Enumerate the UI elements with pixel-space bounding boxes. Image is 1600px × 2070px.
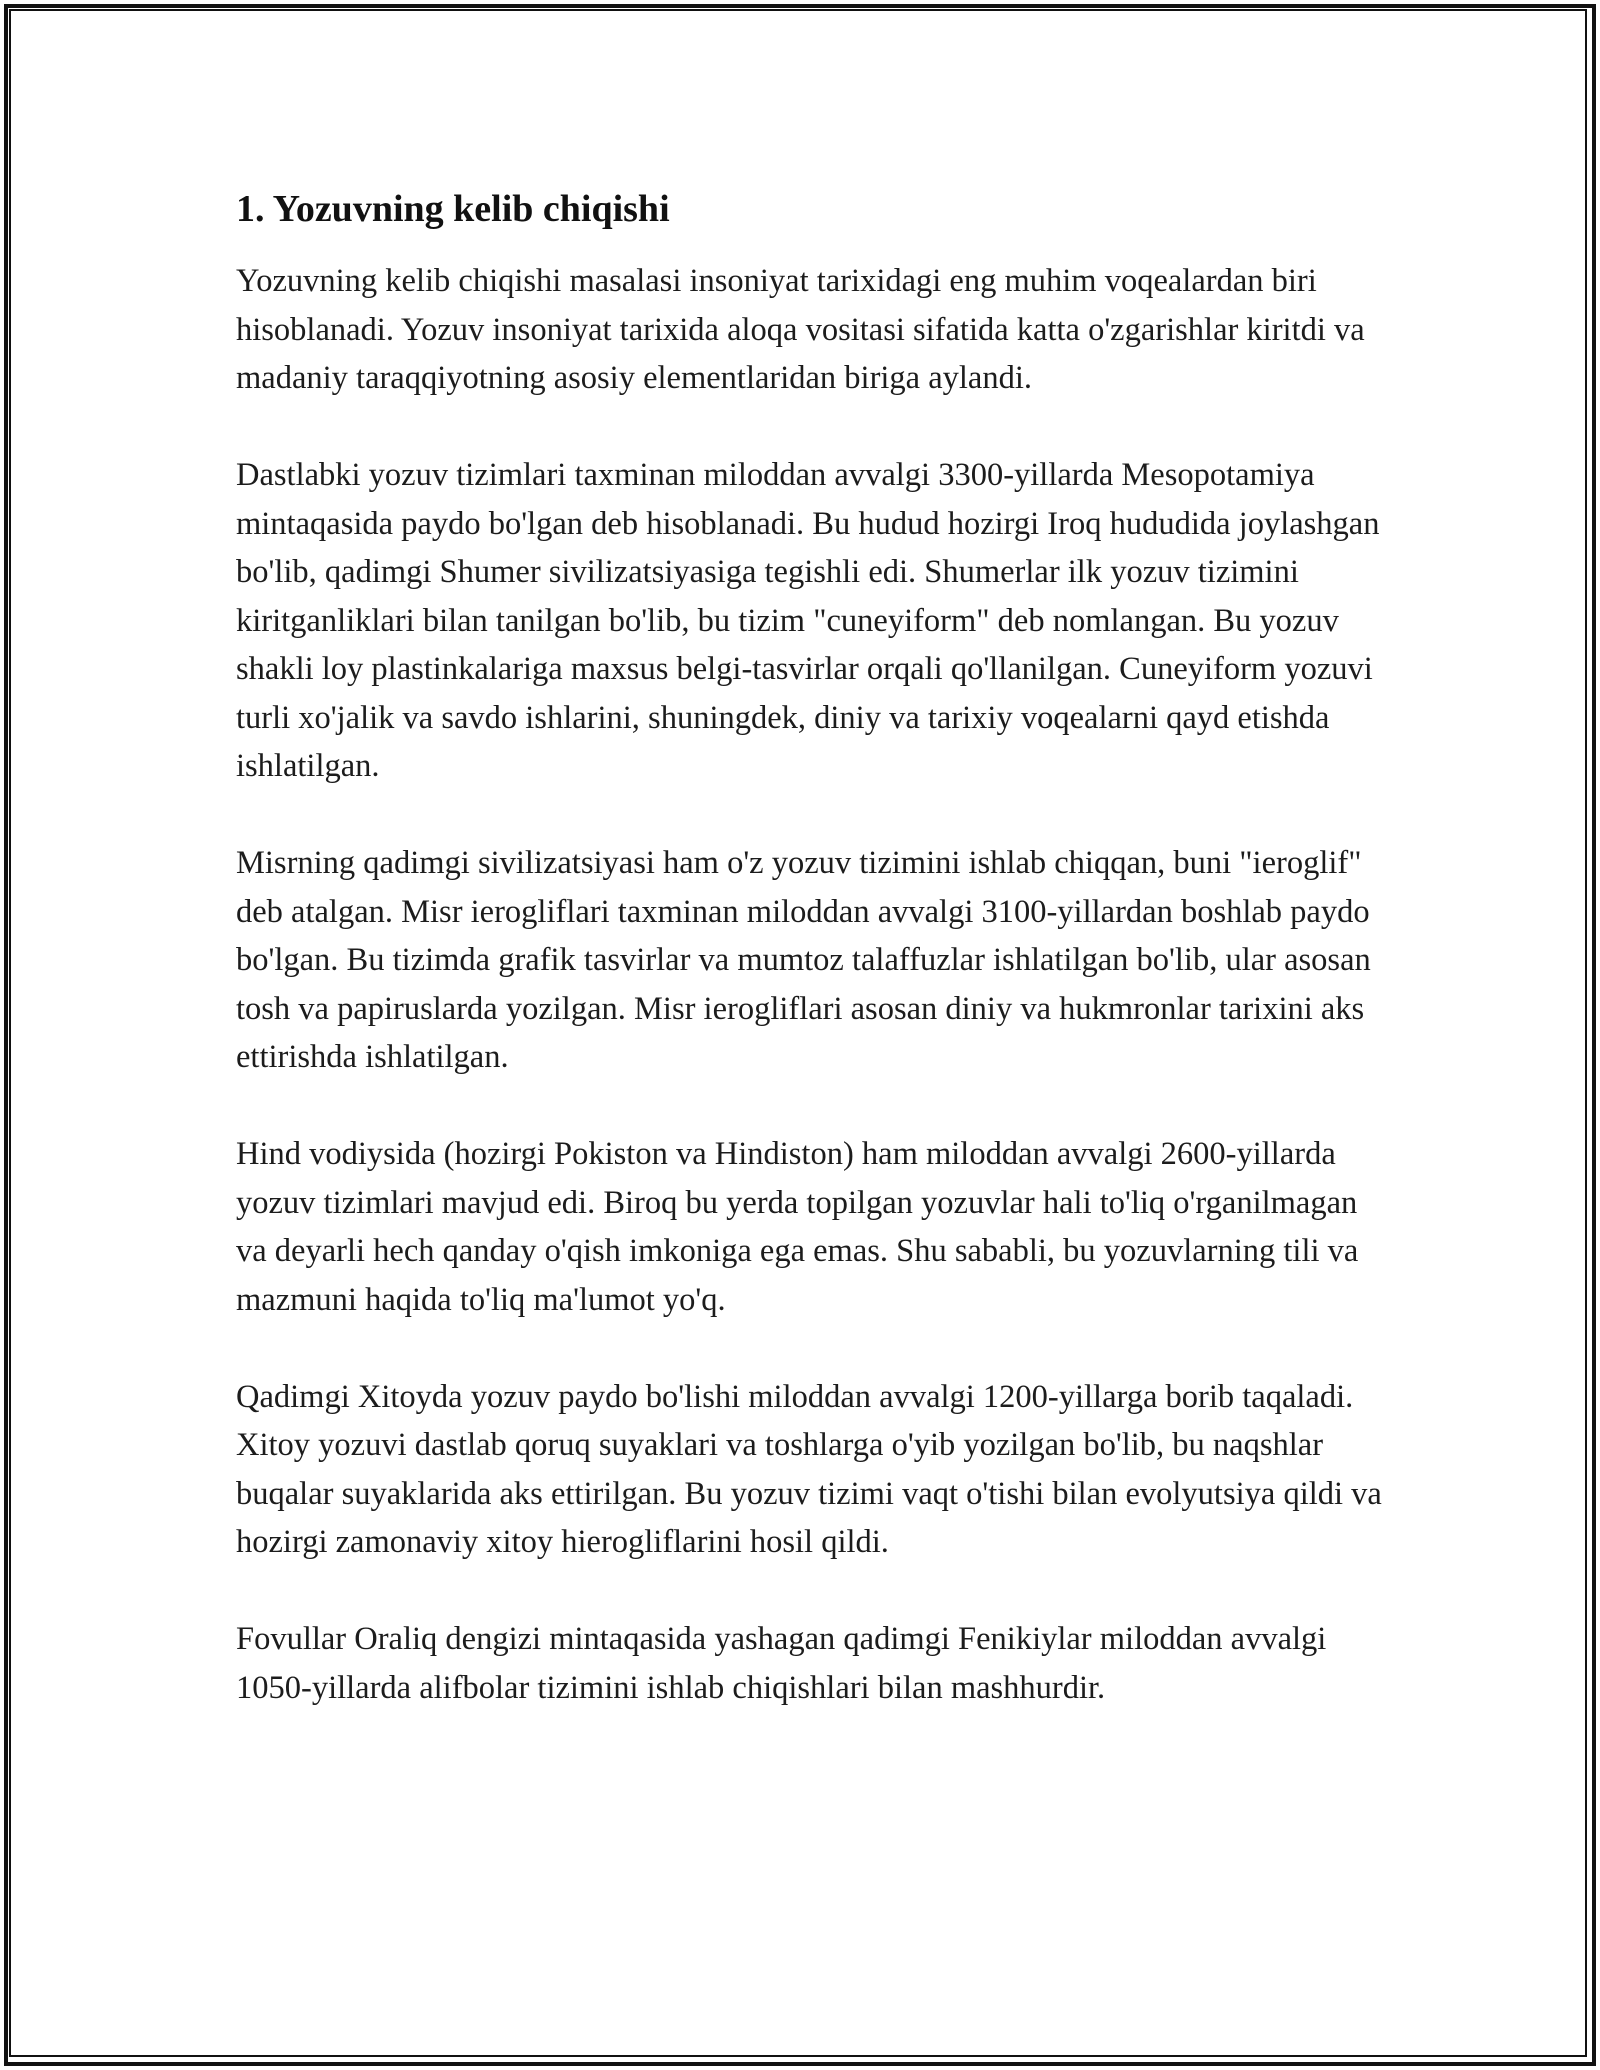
section-heading: 1. Yozuvning kelib chiqishi (236, 188, 670, 230)
paragraph-china: Qadimgi Xitoyda yozuv paydo bo'lishi miloddan avvalgi 1200-yillarga borib taqaladi. Xitoy yozuvi dastlab qoruq suyaklari va toshlarga o'yib yozilgan bo'lib, bu naqshlar buqalar suyaklarida aks ettirilgan. Bu yozuv tizimi vaqt o'tishi bilan evolyutsiya qildi va hozirgi zamonaviy xitoy hierogliflarini hosil qildi. (236, 1378, 1382, 1560)
paragraph-egypt: Misrning qadimgi sivilizatsiyasi ham o'z yozuv tizimini ishlab chiqqan, buni "ieroglif" deb atalgan. Misr ierogliflari taxminan miloddan avvalgi 3100-yillardan boshlab paydo bo'lgan. Bu tizimda grafik tasvirlar va mumtoz talaffuzlar ishlatilgan bo'lib, ular asosan tosh va papiruslarda yozilgan. Misr ierogliflari asosan diniy va hukmronlar tarixini aks ettirishda ishlatilgan. (236, 845, 1371, 1075)
paragraph-intro: Yozuvning kelib chiqishi masalasi insoniyat tarixidagi eng muhim voqealardan biri hisoblanadi. Yozuv insoniyat tarixida aloqa vositasi sifatida katta o'zgarishlar kiritdi va madaniy taraqqiyotning asosiy elementlaridan biriga aylandi. (236, 263, 1365, 396)
paragraph-phoenicia: Fovullar Oraliq dengizi mintaqasida yashagan qadimgi Fenikiylar miloddan avvalgi 1050-yillarda alifbolar tizimini ishlab chiqishlari bilan mashhurdir. (236, 1621, 1327, 1706)
document-body (236, 185, 1386, 1761)
paragraph-mesopotamia: Dastlabki yozuv tizimlari taxminan miloddan avvalgi 3300-yillarda Mesopotamiya mintaqasida paydo bo'lgan deb hisoblanadi. Bu hudud hozirgi Iroq hududida joylashgan bo'lib, qadimgi Shumer sivilizatsiyasiga tegishli edi. Shumerlar ilk yozuv tizimini kiritganliklari bilan tanilgan bo'lib, bu tizim "cuneyiform" deb nomlangan. Bu yozuv shakli loy plastinkalariga maxsus belgi-tasvirlar orqali qo'llanilgan. Cuneyiform yozuvi turli xo'jalik va savdo ishlarini, shuningdek, diniy va tarixiy voqealarni qayd etishda ishlatilgan. (236, 457, 1380, 784)
paragraph-indus: Hind vodiysida (hozirgi Pokiston va Hindiston) ham miloddan avvalgi 2600-yillarda yozuv tizimlari mavjud edi. Biroq bu yerda topilgan yozuvlar hali to'liq o'rganilmagan va deyarli hech qanday o'qish imkoniga ega emas. Shu sababli, bu yozuvlarning tili va mazmuni haqida to'liq ma'lumot yo'q. (236, 1136, 1359, 1318)
